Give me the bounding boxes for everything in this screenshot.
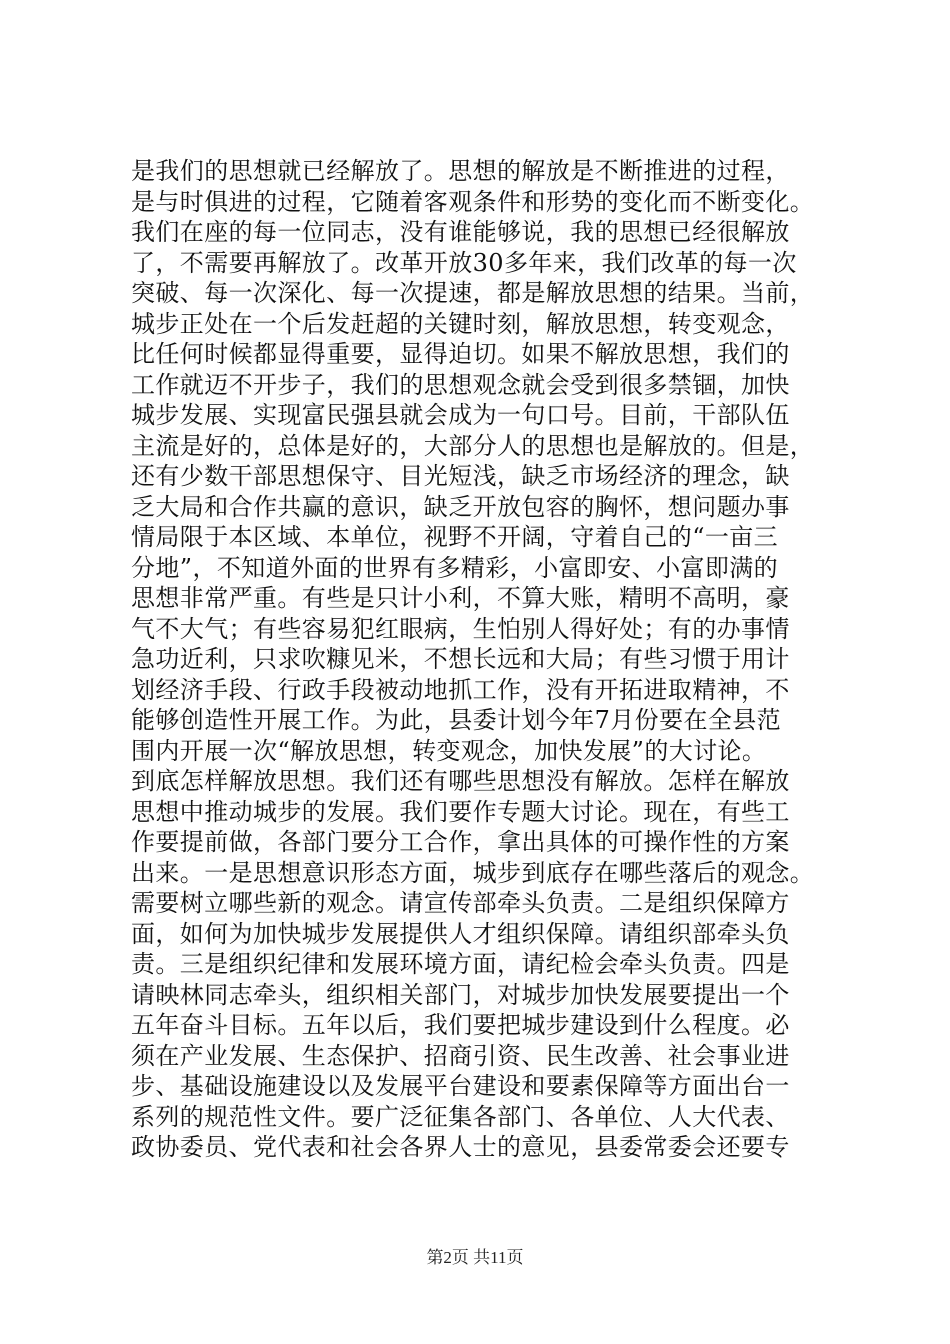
text-line: 责。三是组织纪律和发展环境方面，请纪检会牵头负责。四是 (131, 950, 790, 978)
text-line: 请映林同志牵头，组织相关部门，对城步加快发展要提出一个 (131, 980, 790, 1009)
text-line: 思想非常严重。有些是只计小利，不算大账，精明不高明，豪 (131, 584, 790, 612)
text-line: 围内开展一次“解放思想，转变观念，加快发展”的大讨论。 (131, 736, 767, 765)
text-line: 能够创造性开展工作。为此，县委计划今年7月份要在全县范 (131, 706, 782, 734)
text-line: 五年奋斗目标。五年以后，我们要把城步建设到什么程度。必 (131, 1011, 790, 1039)
text-line: 突破、每一次深化、每一次提速，都是解放思想的结果。当前， (131, 279, 815, 307)
text-line: 需要树立哪些新的观念。请宣传部牵头负责。二是组织保障方 (131, 889, 790, 917)
text-line: 了，不需要再解放了。改革开放30多年来，我们改革的每一次 (131, 248, 797, 277)
text-line: 须在产业发展、生态保护、招商引资、民生改善、社会事业进 (131, 1041, 790, 1070)
text-line: 作要提前做，各部门要分工合作，拿出具体的可操作性的方案 (131, 828, 790, 856)
text-line: 主流是好的，总体是好的，大部分人的思想也是解放的。但是， (131, 431, 815, 460)
text-line: 系列的规范性文件。要广泛征集各部门、各单位、人大代表、 (131, 1102, 790, 1131)
text-line: 比任何时候都显得重要，显得迫切。如果不解放思想，我们的 (131, 340, 790, 368)
text-line: 城步正处在一个后发赶超的关键时刻，解放思想，转变观念， (131, 309, 790, 338)
text-line: 分地”，不知道外面的世界有多精彩，小富即安、小富即满的 (131, 553, 779, 582)
body-text (131, 156, 831, 1163)
text-line: 出来。一是思想意识形态方面，城步到底存在哪些落后的观念。 (131, 858, 815, 887)
text-line: 情局限于本区域、本单位，视野不开阔，守着自己的“一亩三 (131, 523, 779, 551)
text-line: 是我们的思想就已经解放了。思想的解放是不断推进的过程， (131, 157, 790, 185)
text-line: 乏大局和合作共赢的意识，缺乏开放包容的胸怀，想问题办事 (131, 492, 790, 521)
text-line: 气不大气；有些容易犯红眼病，生怕别人得好处；有的办事情 (131, 614, 790, 643)
text-line: 还有少数干部思想保守、目光短浅，缺乏市场经济的理念，缺 (131, 462, 790, 490)
page-footer: 第2页 共11页 (426, 1248, 524, 1267)
text-line: 划经济手段、行政手段被动地抓工作，没有开拓进取精神，不 (131, 675, 790, 704)
text-line: 是与时俱进的过程，它随着客观条件和形势的变化而不断变化。 (131, 187, 815, 216)
text-line: 工作就迈不开步子，我们的思想观念就会受到很多禁锢，加快 (131, 370, 790, 399)
text-line: 到底怎样解放思想。我们还有哪些思想没有解放。怎样在解放 (131, 767, 790, 795)
text-line: 面，如何为加快城步发展提供人才组织保障。请组织部牵头负 (131, 919, 790, 948)
text-line: 我们在座的每一位同志，没有谁能够说，我的思想已经很解放 (131, 218, 790, 246)
text-line: 城步发展、实现富民强县就会成为一句口号。目前，干部队伍 (131, 401, 790, 429)
text-line: 思想中推动城步的发展。我们要作专题大讨论。现在，有些工 (131, 797, 790, 826)
text-line: 急功近利，只求吹糠见米，不想长远和大局；有些习惯于用计 (131, 645, 790, 673)
text-line: 步、基础设施建设以及发展平台建设和要素保障等方面出台一 (131, 1072, 790, 1100)
text-line: 政协委员、党代表和社会各界人士的意见，县委常委会还要专 (131, 1133, 790, 1161)
